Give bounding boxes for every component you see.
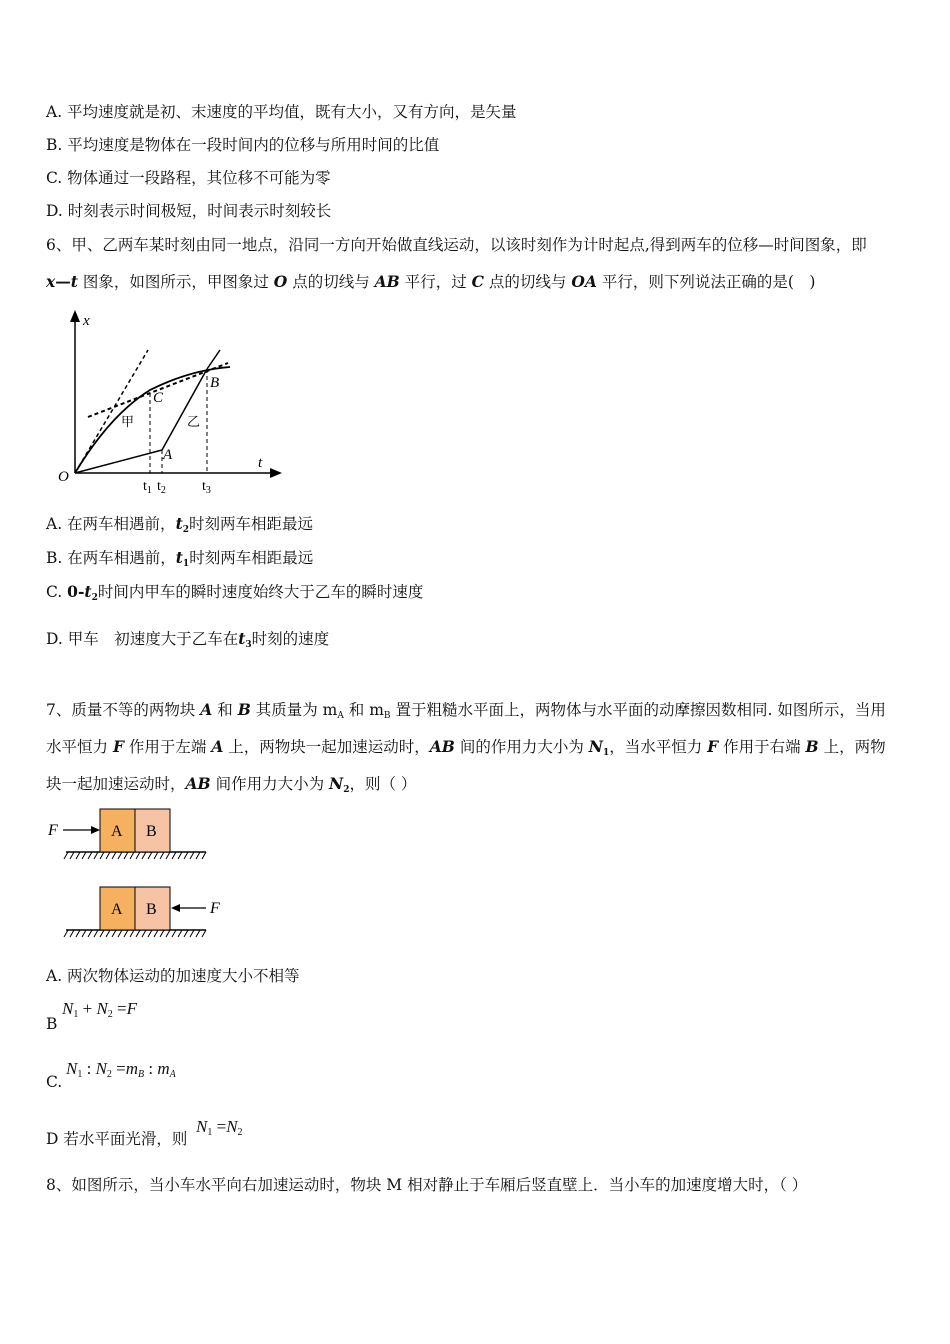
q5-option-a: A. 平均速度就是初、末速度的平均值，既有大小，又有方向，是矢量 <box>46 103 517 121</box>
block-b-label: B <box>146 901 157 918</box>
q6-stem-line1: 6、甲、乙两车某时刻由同一地点，沿同一方向开始做直线运动，以该时刻作为计时起点,得到两车的位移—时间图象，即 <box>46 236 867 254</box>
block-b-label: B <box>146 823 157 840</box>
t-axis-arrow <box>270 468 282 478</box>
origin-label: O <box>58 469 69 485</box>
q6-xt-graph <box>50 305 290 495</box>
force-label: F <box>210 900 220 917</box>
t2-tick-label: $t_2$ <box>157 479 166 496</box>
q6-option-b: B. 在两车相遇前，$t_1$时刻两车相距最远 <box>46 548 314 569</box>
q7-stem-line2: 水平恒力 F 作用于左端 A 上，两物块一起加速运动时，AB 间的作用力大小为 $N_1$，当水平恒力 F 作用于右端 B 上，两物 <box>46 737 886 758</box>
q5-option-d: D. 时刻表示时间极短，时间表示时刻较长 <box>46 202 332 220</box>
q5-option-b: B. 平均速度是物体在一段时间内的位移与所用时间的比值 <box>46 136 440 154</box>
block-a-label: A <box>111 901 123 918</box>
x-axis-label: x <box>83 313 90 329</box>
line-yi-extension <box>207 350 220 369</box>
q6-option-a: A. 在两车相遇前，$t_2$时刻两车相距最远 <box>46 514 314 535</box>
q6-stem-line2: x—t 图象，如图所示，甲图象过 O 点的切线与 AB 平行，过 C 点的切线与 OA 平行，则下列说法正确的是( ) <box>46 272 816 291</box>
t-axis-label: t <box>258 455 263 471</box>
t1-tick-label: $t_1$ <box>143 479 152 496</box>
q7-option-d-formula: $N_1 =N_2$ <box>196 1117 243 1138</box>
q7-option-b-label: B <box>46 1015 58 1033</box>
tangent-at-O <box>75 350 148 473</box>
q7-figure-push-left <box>46 806 216 864</box>
jia-label: 甲 <box>121 415 135 430</box>
q7-option-b-formula: $N_1 + N_2 =F$ <box>62 999 138 1020</box>
q5-option-c: C. 物体通过一段路程，其位移不可能为零 <box>46 169 331 187</box>
force-arrow-head <box>91 826 100 834</box>
q7-option-c-formula: $N_1$ : $N_2 =m_B$ : $m_A$ <box>66 1059 176 1080</box>
point-c-label: C <box>153 390 164 406</box>
q8-stem: 8、如图所示，当小车水平向右加速运动时，物块 M 相对静止于车厢后竖直壁上．当小车的加速度增大时，（ ） <box>46 1176 808 1194</box>
x-axis-arrow <box>70 310 80 322</box>
ground-hatch <box>64 930 206 937</box>
q7-stem-line1: 7、质量不等的两物块 A 和 B 其质量为 $m_A$ 和 $m_B$ 置于粗糙水平面上，两物体与水平面的动摩擦因数相同. 如图所示，当用 <box>46 700 886 721</box>
q7-option-a: A. 两次物体运动的加速度大小不相等 <box>46 967 300 985</box>
yi-label: 乙 <box>187 415 201 430</box>
ground-hatch <box>64 852 206 859</box>
q7-option-d-label: D 若水平面光滑，则 <box>46 1130 188 1148</box>
force-label: F <box>48 822 58 839</box>
force-arrow-head <box>171 904 180 912</box>
q6-option-d: D. 甲车 初速度大于乙车在$t_3$时刻的速度 <box>46 629 330 650</box>
q7-option-c-label: C. <box>46 1073 63 1091</box>
point-b-label: B <box>210 375 220 391</box>
block-a-label: A <box>111 823 123 840</box>
q7-stem-line3: 块一起加速运动时，AB 间作用力大小为 $N_2$，则（ ） <box>46 774 417 795</box>
t3-tick-label: $t_3$ <box>202 479 211 496</box>
q6-option-c: C. $0-t_2$时间内甲车的瞬时速度始终大于乙车的瞬时速度 <box>46 582 424 603</box>
point-a-label: A <box>163 447 173 463</box>
q7-figure-push-right <box>46 884 236 942</box>
